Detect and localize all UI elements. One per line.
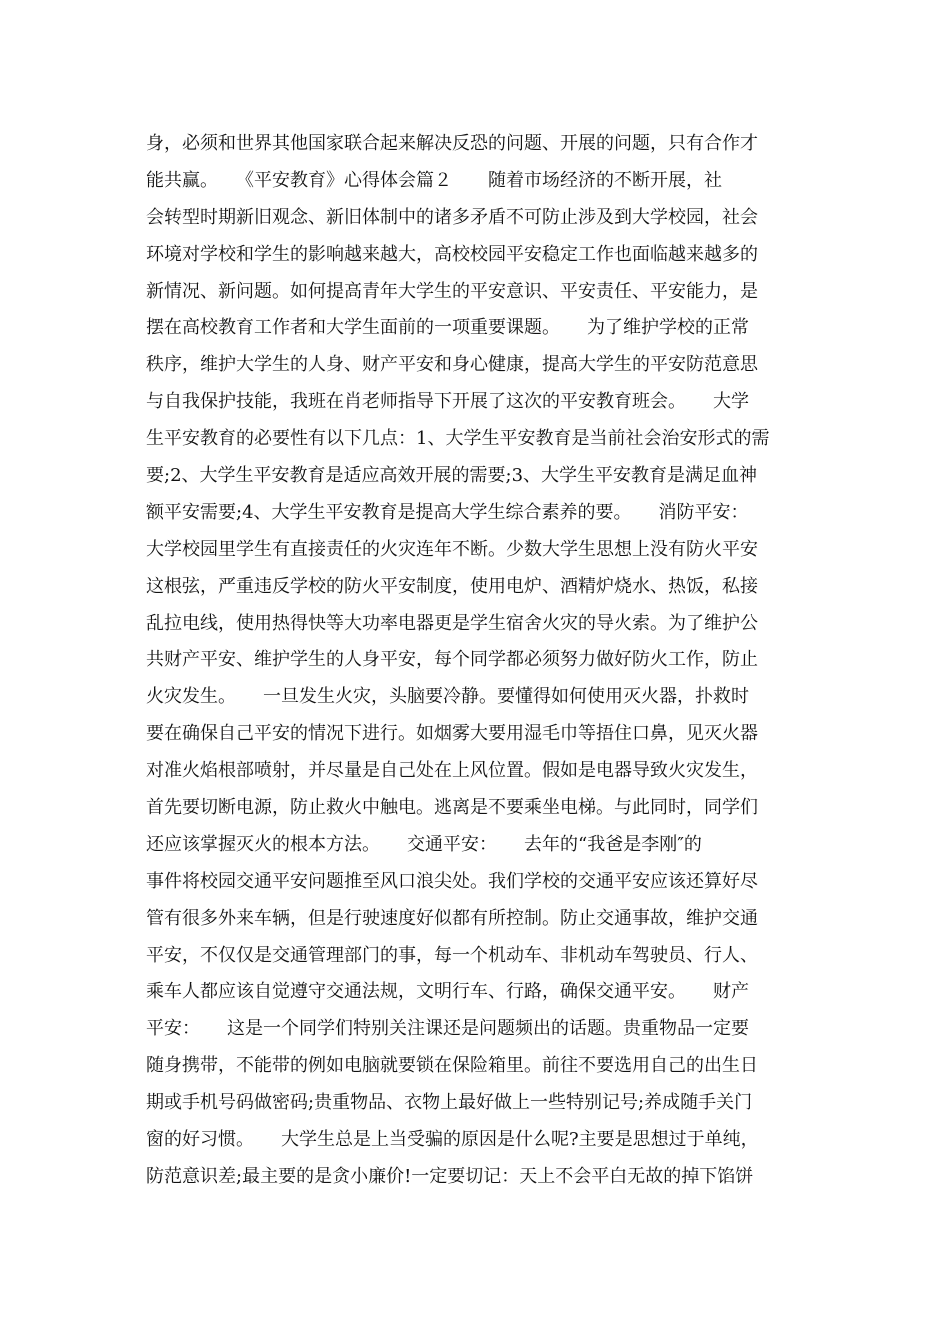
text-line: 共财产平安、维护学生的人身平安，每个同学都必须努力做好防火工作，防止	[146, 649, 758, 671]
text-line: 新情况、新问题。如何提高青年大学生的平安意识、平安责任、平安能力，是	[146, 280, 758, 302]
text-line: 能共赢。 《平安教育》心得体会篇２ 随着市场经济的不断开展，社	[146, 169, 722, 191]
text-line: 会转型时期新旧观念、新旧体制中的诸多矛盾不可防止涉及到大学校园，社会	[146, 206, 758, 228]
text-line: 乘车人都应该自觉遵守交通法规，文明行车、行路，确保交通平安。 财产	[146, 981, 749, 1003]
text-line: 首先要切断电源，防止救火中触电。逃离是不要乘坐电梯。与此同时，同学们	[146, 797, 758, 819]
text-line: 额平安需要;4、大学生平安教育是提高大学生综合素养的要。 消防平安：	[146, 501, 749, 523]
text-line: 防范意识差;最主要的是贪小廉价!一定要切记：天上不会平白无故的掉下馅饼	[146, 1165, 754, 1187]
text-line: 要在确保自己平安的情况下进行。如烟雾大要用湿毛巾等捂住口鼻，见灭火器	[146, 723, 758, 745]
text-line: 火灾发生。 一旦发生火灾，头脑要冷静。要懂得如何使用灭火器，扑救时	[146, 686, 749, 708]
text-line: 对准火焰根部喷射，并尽量是自己处在上风位置。假如是电器导致火灾发生，	[146, 760, 758, 782]
text-line: 秩序，维护大学生的人身、财产平安和身心健康，提高大学生的平安防范意思	[146, 354, 758, 376]
text-line: 大学校园里学生有直接责任的火灾连年不断。少数大学生思想上没有防火平安	[146, 538, 758, 560]
text-line: 与自我保护技能，我班在肖老师指导下开展了这次的平安教育班会。 大学	[146, 391, 749, 413]
text-line: 生平安教育的必要性有以下几点：1、大学生平安教育是当前社会治安形式的需	[146, 428, 770, 450]
text-line: 乱拉电线，使用热得快等大功率电器更是学生宿舍火灾的导火索。为了维护公	[146, 612, 758, 634]
text-line: 这根弦，严重违反学校的防火平安制度，使用电炉、酒精炉烧水、热饭，私接	[146, 575, 758, 597]
text-line: 平安，不仅仅是交通管理部门的事，每一个机动车、非机动车驾驶员、行人、	[146, 944, 758, 966]
text-line: 身，必须和世界其他国家联合起来解决反恐的问题、开展的问题，只有合作才	[146, 133, 758, 154]
body-text	[146, 126, 816, 1196]
text-line: 平安： 这是一个同学们特别关注课还是问题频出的话题。贵重物品一定要	[146, 1018, 749, 1040]
text-line: 管有很多外来车辆，但是行驶速度好似都有所控制。防止交通事故，维护交通	[146, 907, 758, 929]
text-line: 要;2、大学生平安教育是适应高效开展的需要;3、大学生平安教育是满足血神	[146, 465, 758, 487]
text-line: 摆在高校教育工作者和大学生面前的一项重要课题。 为了维护学校的正常	[146, 317, 749, 339]
text-line: 事件将校园交通平安问题推至风口浪尖处。我们学校的交通平安应该还算好尽	[146, 870, 758, 892]
text-line: 环境对学校和学生的影响越来越大，高校校园平安稳定工作也面临越来越多的	[146, 243, 758, 265]
text-line: 窗的好习惯。 大学生总是上当受骗的原因是什么呢?主要是思想过于单纯，	[146, 1129, 759, 1151]
text-line: 期或手机号码做密码;贵重物品、衣物上最好做上一些特别记号;养成随手关门	[146, 1092, 753, 1114]
text-line: 还应该掌握灭火的根本方法。 交通平安： 去年的“我爸是李刚″的	[146, 833, 702, 855]
text-line: 随身携带，不能带的例如电脑就要锁在保险箱里。前往不要选用自己的出生日	[146, 1055, 758, 1077]
